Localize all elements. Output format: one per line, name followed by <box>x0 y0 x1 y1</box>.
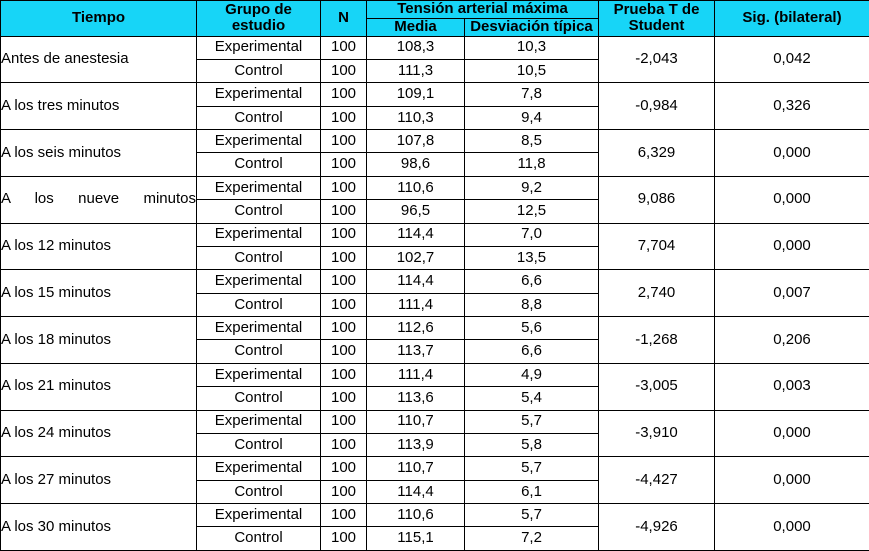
cell-grupo: Experimental <box>197 317 321 340</box>
cell-desviacion: 11,8 <box>465 153 599 176</box>
cell-tiempo: A los seis minutos <box>1 130 197 177</box>
cell-tiempo: A los 18 minutos <box>1 317 197 364</box>
cell-media: 115,1 <box>367 527 465 551</box>
cell-n: 100 <box>321 387 367 410</box>
column-header-n: N <box>321 1 367 37</box>
cell-grupo: Control <box>197 59 321 82</box>
cell-desviacion: 9,2 <box>465 176 599 199</box>
cell-n: 100 <box>321 83 367 106</box>
cell-media: 113,7 <box>367 340 465 363</box>
column-header-media: Media <box>367 18 465 36</box>
cell-desviacion: 5,7 <box>465 410 599 433</box>
column-header-grupo-estudio: Grupo de estudio <box>197 1 321 37</box>
cell-sig: 0,000 <box>715 504 869 551</box>
cell-desviacion: 13,5 <box>465 246 599 269</box>
cell-grupo: Control <box>197 527 321 551</box>
cell-desviacion: 6,6 <box>465 270 599 293</box>
cell-media: 98,6 <box>367 153 465 176</box>
cell-sig: 0,003 <box>715 363 869 410</box>
cell-media: 110,3 <box>367 106 465 129</box>
cell-n: 100 <box>321 340 367 363</box>
table-row <box>1 457 869 480</box>
cell-prueba-t: -3,005 <box>599 363 715 410</box>
cell-grupo: Experimental <box>197 130 321 153</box>
table-row <box>1 223 869 246</box>
cell-desviacion: 8,5 <box>465 130 599 153</box>
table-row <box>1 504 869 527</box>
cell-sig: 0,000 <box>715 410 869 457</box>
cell-grupo: Control <box>197 293 321 316</box>
cell-n: 100 <box>321 527 367 551</box>
cell-n: 100 <box>321 433 367 456</box>
table-row <box>1 36 869 59</box>
cell-desviacion: 5,6 <box>465 317 599 340</box>
header-row-1 <box>1 1 869 19</box>
cell-media: 109,1 <box>367 83 465 106</box>
cell-desviacion: 5,7 <box>465 504 599 527</box>
cell-media: 110,7 <box>367 410 465 433</box>
cell-desviacion: 5,8 <box>465 433 599 456</box>
cell-sig: 0,000 <box>715 223 869 270</box>
cell-grupo: Experimental <box>197 504 321 527</box>
cell-grupo: Control <box>197 387 321 410</box>
cell-media: 114,4 <box>367 223 465 246</box>
cell-prueba-t: -1,268 <box>599 317 715 364</box>
cell-media: 108,3 <box>367 36 465 59</box>
cell-tiempo: A los 12 minutos <box>1 223 197 270</box>
cell-sig: 0,007 <box>715 270 869 317</box>
cell-grupo: Experimental <box>197 83 321 106</box>
cell-media: 107,8 <box>367 130 465 153</box>
cell-n: 100 <box>321 130 367 153</box>
cell-tiempo: A los 21 minutos <box>1 363 197 410</box>
column-header-desviacion-tipica: Desviación típica <box>465 18 599 36</box>
cell-prueba-t: 2,740 <box>599 270 715 317</box>
cell-grupo: Control <box>197 340 321 363</box>
table-row <box>1 270 869 293</box>
cell-prueba-t: -2,043 <box>599 36 715 83</box>
cell-media: 113,9 <box>367 433 465 456</box>
cell-tiempo: A los 24 minutos <box>1 410 197 457</box>
cell-grupo: Experimental <box>197 410 321 433</box>
cell-sig: 0,000 <box>715 457 869 504</box>
cell-grupo: Experimental <box>197 457 321 480</box>
cell-tiempo: A los 27 minutos <box>1 457 197 504</box>
cell-prueba-t: -4,427 <box>599 457 715 504</box>
cell-tiempo: A los nueve minutos <box>1 176 197 223</box>
cell-n: 100 <box>321 200 367 223</box>
cell-n: 100 <box>321 176 367 199</box>
cell-grupo: Experimental <box>197 270 321 293</box>
cell-media: 110,7 <box>367 457 465 480</box>
cell-desviacion: 5,4 <box>465 387 599 410</box>
cell-media: 112,6 <box>367 317 465 340</box>
cell-media: 110,6 <box>367 176 465 199</box>
cell-n: 100 <box>321 504 367 527</box>
table-row <box>1 363 869 386</box>
table-row <box>1 317 869 340</box>
cell-n: 100 <box>321 410 367 433</box>
column-header-sig-bilateral: Sig. (bilateral) <box>715 1 869 37</box>
cell-desviacion: 10,5 <box>465 59 599 82</box>
cell-tiempo: Antes de anestesia <box>1 36 197 83</box>
cell-media: 96,5 <box>367 200 465 223</box>
table-row <box>1 130 869 153</box>
table-header <box>1 1 869 37</box>
cell-desviacion: 5,7 <box>465 457 599 480</box>
cell-prueba-t: -0,984 <box>599 83 715 130</box>
cell-desviacion: 10,3 <box>465 36 599 59</box>
cell-grupo: Control <box>197 480 321 503</box>
cell-n: 100 <box>321 153 367 176</box>
cell-desviacion: 7,8 <box>465 83 599 106</box>
cell-media: 114,4 <box>367 270 465 293</box>
cell-media: 113,6 <box>367 387 465 410</box>
cell-desviacion: 12,5 <box>465 200 599 223</box>
cell-n: 100 <box>321 246 367 269</box>
cell-media: 111,4 <box>367 293 465 316</box>
cell-grupo: Control <box>197 200 321 223</box>
cell-desviacion: 9,4 <box>465 106 599 129</box>
cell-tiempo: A los 15 minutos <box>1 270 197 317</box>
cell-grupo: Control <box>197 433 321 456</box>
cell-prueba-t: 6,329 <box>599 130 715 177</box>
cell-media: 114,4 <box>367 480 465 503</box>
cell-grupo: Experimental <box>197 223 321 246</box>
cell-sig: 0,000 <box>715 176 869 223</box>
cell-prueba-t: -3,910 <box>599 410 715 457</box>
cell-desviacion: 8,8 <box>465 293 599 316</box>
cell-prueba-t: -4,926 <box>599 504 715 551</box>
cell-grupo: Experimental <box>197 36 321 59</box>
table-body <box>1 36 869 550</box>
cell-n: 100 <box>321 270 367 293</box>
table-row <box>1 410 869 433</box>
cell-n: 100 <box>321 59 367 82</box>
table-row <box>1 176 869 199</box>
cell-tiempo: A los tres minutos <box>1 83 197 130</box>
cell-grupo: Control <box>197 106 321 129</box>
cell-sig: 0,326 <box>715 83 869 130</box>
cell-desviacion: 7,0 <box>465 223 599 246</box>
cell-desviacion: 4,9 <box>465 363 599 386</box>
table-row <box>1 83 869 106</box>
cell-n: 100 <box>321 223 367 246</box>
cell-grupo: Experimental <box>197 363 321 386</box>
cell-n: 100 <box>321 293 367 316</box>
cell-n: 100 <box>321 317 367 340</box>
cell-desviacion: 7,2 <box>465 527 599 551</box>
cell-prueba-t: 7,704 <box>599 223 715 270</box>
cell-n: 100 <box>321 480 367 503</box>
column-header-tension-arterial-maxima: Tensión arterial máxima <box>367 1 599 19</box>
cell-sig: 0,000 <box>715 130 869 177</box>
cell-grupo: Control <box>197 246 321 269</box>
column-header-tiempo: Tiempo <box>1 1 197 37</box>
cell-grupo: Control <box>197 153 321 176</box>
cell-n: 100 <box>321 457 367 480</box>
cell-media: 102,7 <box>367 246 465 269</box>
cell-media: 111,3 <box>367 59 465 82</box>
cell-desviacion: 6,6 <box>465 340 599 363</box>
cell-n: 100 <box>321 36 367 59</box>
cell-sig: 0,206 <box>715 317 869 364</box>
column-header-prueba-t-student: Prueba T de Student <box>599 1 715 37</box>
cell-media: 111,4 <box>367 363 465 386</box>
cell-media: 110,6 <box>367 504 465 527</box>
cell-grupo: Experimental <box>197 176 321 199</box>
cell-desviacion: 6,1 <box>465 480 599 503</box>
cell-prueba-t: 9,086 <box>599 176 715 223</box>
cell-sig: 0,042 <box>715 36 869 83</box>
cell-n: 100 <box>321 106 367 129</box>
cell-n: 100 <box>321 363 367 386</box>
cell-tiempo: A los 30 minutos <box>1 504 197 551</box>
